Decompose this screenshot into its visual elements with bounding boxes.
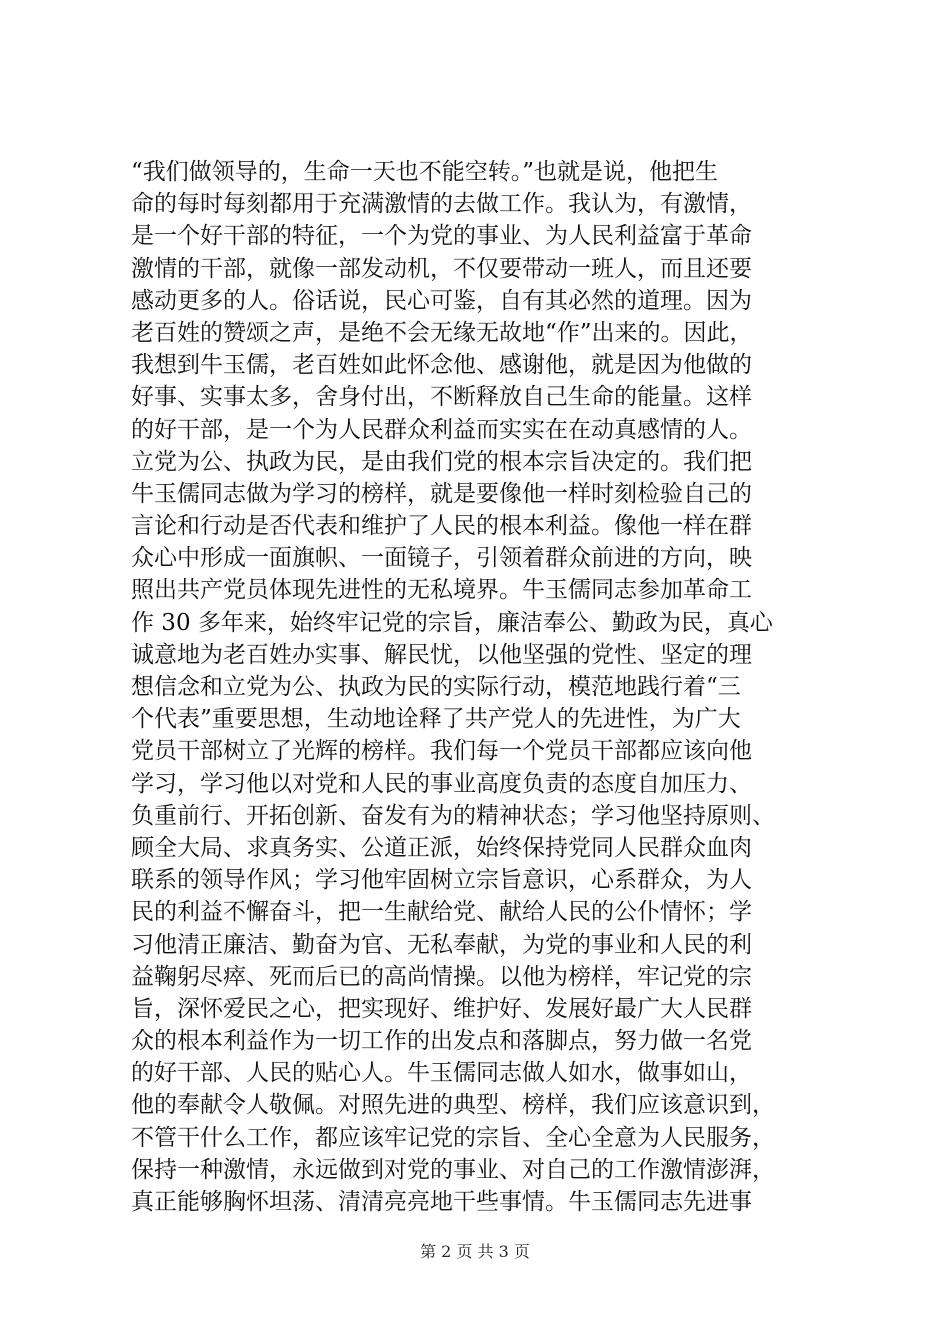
text-line: 言论和行动是否代表和维护了人民的根本利益。像他一样在群: [131, 513, 752, 540]
text-line: 我想到牛玉儒，老百姓如此怀念他、感谢他，就是因为他做的: [131, 352, 752, 379]
text-line: 立党为公、执政为民，是由我们党的根本宗旨决定的。我们把: [131, 448, 752, 475]
text-line: 命的每时每刻都用于充满激情的去做工作。我认为，有激情，: [131, 191, 752, 218]
text-line: “我们做领导的，生命一天也不能空转。”也就是说，他把生: [131, 159, 719, 185]
text-line: 是一个好干部的特征，一个为党的事业、为人民利益富于革命: [131, 223, 752, 250]
text-line: 好事、实事太多，舍身付出，不断释放自己生命的能量。这样: [131, 384, 752, 411]
text-line: 的好干部，是一个为人民群众利益而实实在在动真感情的人。: [131, 416, 752, 443]
text-line: 他的奉献令人敬佩。对照先进的典型、榜样，我们应该意识到，: [131, 1092, 775, 1119]
text-line: 牛玉儒同志做为学习的榜样，就是要像他一样时刻检验自己的: [131, 480, 752, 507]
text-line: 民的利益不懈奋斗，把一生献给党、献给人民的公仆情怀；学: [131, 899, 752, 926]
text-line: 负重前行、开拓创新、奋发有为的精神状态；学习他坚持原则、: [131, 802, 775, 829]
text-line: 真正能够胸怀坦荡、清清亮亮地干些事情。牛玉儒同志先进事: [131, 1189, 752, 1215]
text-line: 的好干部、人民的贴心人。牛玉儒同志做人如水，做事如山，: [131, 1060, 752, 1087]
text-line: 旨，深怀爱民之心，把实现好、维护好、发展好最广大人民群: [131, 995, 752, 1022]
text-line: 党员干部树立了光辉的榜样。我们每一个党员干部都应该向他: [131, 738, 752, 765]
text-line: 习他清正廉洁、勤奋为官、无私奉献，为党的事业和人民的利: [131, 931, 752, 958]
text-line: 众的根本利益作为一切工作的出发点和落脚点，努力做一名党: [131, 1028, 752, 1055]
body-text: [131, 156, 851, 1218]
text-line: 联系的领导作风；学习他牢固树立宗旨意识，心系群众，为人: [131, 867, 752, 894]
text-line: 个代表”重要思想，生动地诠释了共产党人的先进性，为广大: [131, 706, 741, 733]
text-line: 激情的干部，就像一部发动机，不仅要带动一班人，而且还要: [131, 255, 752, 282]
text-line: 想信念和立党为公、执政为民的实际行动，模范地践行着“三: [131, 674, 741, 700]
page-footer: 第 2 页 共 3 页: [420, 1242, 530, 1261]
text-line: 众心中形成一面旗帜、一面镜子，引领着群众前进的方向，映: [131, 545, 752, 572]
text-line: 益鞠躬尽瘁、死而后已的高尚情操。以他为榜样，牢记党的宗: [131, 963, 752, 990]
text-line: 不管干什么工作，都应该牢记党的宗旨、全心全意为人民服务，: [131, 1124, 775, 1151]
text-line: 保持一种激情，永远做到对党的事业、对自己的工作激情澎湃，: [131, 1156, 775, 1183]
text-line: 感动更多的人。俗话说，民心可鉴，自有其必然的道理。因为: [131, 287, 752, 314]
text-line: 学习，学习他以对党和人民的事业高度负责的态度自加压力、: [131, 770, 752, 797]
text-line: 照出共产党员体现先进性的无私境界。牛玉儒同志参加革命工: [131, 577, 752, 604]
text-line: 顾全大局、求真务实、公道正派，始终保持党同人民群众血肉: [131, 834, 752, 861]
text-line: 作 30 多年来，始终牢记党的宗旨，廉洁奉公、勤政为民，真心: [131, 609, 773, 636]
text-line: 老百姓的赞颂之声，是绝不会无缘无故地“作”出来的。因此，: [131, 319, 753, 346]
text-line: 诚意地为老百姓办实事、解民忧，以他坚强的党性、坚定的理: [131, 641, 752, 668]
